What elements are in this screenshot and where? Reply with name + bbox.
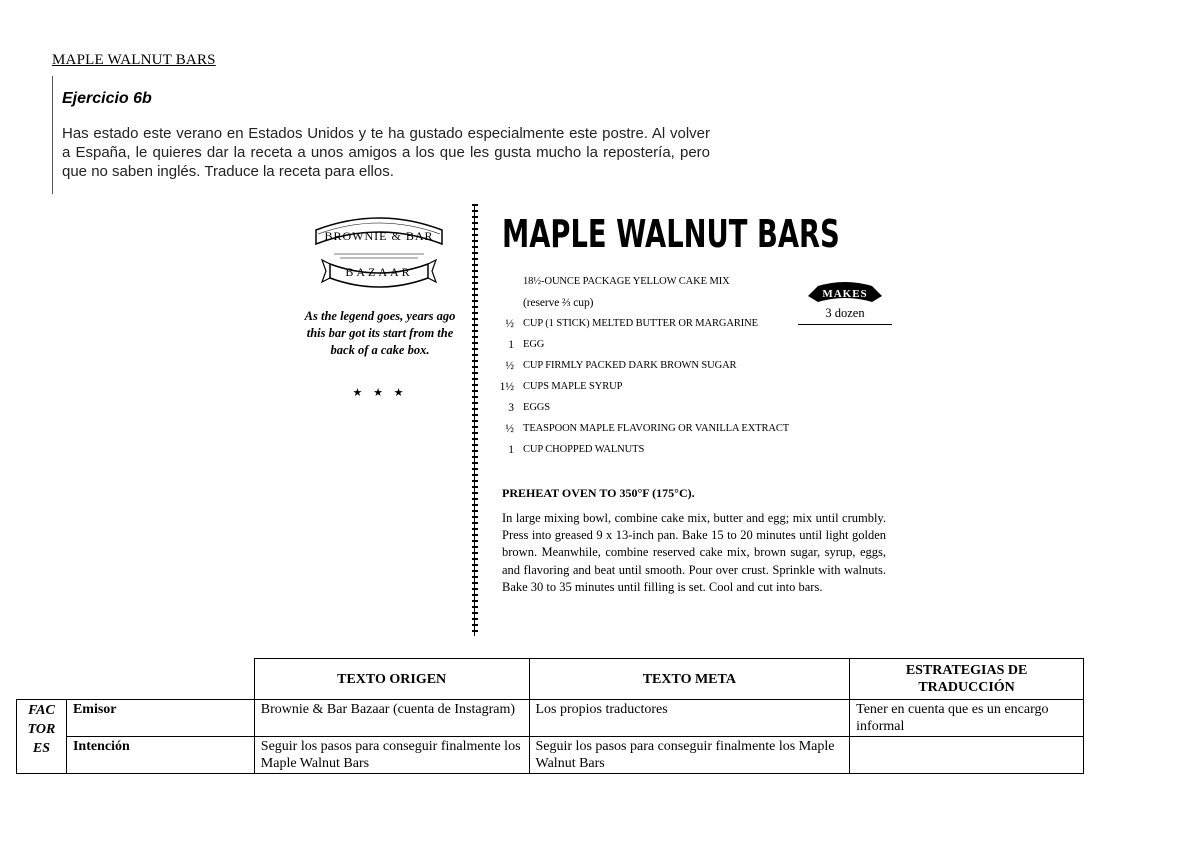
makes-banner — [802, 280, 888, 306]
header-estrategias: ESTRATEGIAS DE TRADUCCIÓN — [850, 659, 1084, 700]
empty-header-cell — [66, 659, 254, 700]
table-row — [17, 737, 1084, 774]
ingredient-row — [486, 339, 806, 360]
exercise-left-rule — [52, 76, 53, 194]
ingredient-qty: ½ — [505, 318, 514, 330]
factores-label: FACTORES — [27, 703, 56, 756]
ingredient-text: EGG — [523, 339, 545, 350]
ingredient-text: CUPS MAPLE SYRUP — [523, 381, 623, 392]
logo-top-text: BROWNIE & BAR — [324, 229, 434, 243]
ingredient-row — [486, 381, 806, 402]
ingredient-row — [486, 423, 806, 444]
ingredient-row — [486, 276, 806, 297]
header-texto-meta: TEXTO META — [529, 659, 850, 700]
cell-meta: Los propios traductores — [529, 700, 850, 737]
cell-origen: Brownie & Bar Bazaar (cuenta de Instagram) — [254, 700, 529, 737]
ingredient-qty: ½ — [505, 360, 514, 372]
cell-meta: Seguir los pasos para conseguir finalmente los Maple Walnut Bars — [529, 737, 850, 774]
logo-bottom-text: BAZAAR — [345, 265, 413, 279]
preheat-instruction: PREHEAT OVEN TO 350°F (175°C). — [502, 486, 695, 500]
ingredient-text: CUP (1 STICK) MELTED BUTTER OR MARGARINE — [523, 318, 758, 329]
ingredient-row — [486, 402, 806, 423]
ingredient-qty: 3 — [508, 402, 514, 414]
dotted-divider — [472, 204, 478, 636]
ingredient-list — [486, 276, 806, 465]
ingredient-row — [486, 444, 806, 465]
makes-badge — [802, 280, 888, 324]
empty-header-cell — [17, 659, 67, 700]
cell-origen: Seguir los pasos para conseguir finalmente los Maple Walnut Bars — [254, 737, 529, 774]
exercise-block — [52, 76, 712, 194]
translation-factors-table — [16, 658, 1084, 774]
recipe-tagline: As the legend goes, years ago this bar got its start from the back of a cake box. — [304, 309, 456, 357]
recipe-directions: In large mixing bowl, combine cake mix, butter and egg; mix until crumbly. Press into greased 9 x 13-inch pan. Bake 15 to 20 minutes until light golden brown. Meanwhile, combine reserved cake mix, brown sugar, syrup, eggs, and flavoring and beat until smooth. Pour over crust. Sprinkle with walnuts. Bake 30 to 35 minutes until filling is set. Cool and cut into bars. — [502, 511, 886, 594]
makes-label-text: MAKES — [822, 288, 868, 300]
row-label-intencion: Intención — [66, 737, 254, 774]
header-texto-origen: TEXTO ORIGEN — [254, 659, 529, 700]
makes-underline — [798, 324, 892, 325]
ingredient-text: TEASPOON MAPLE FLAVORING OR VANILLA EXTRACT — [523, 423, 790, 434]
ingredient-qty: 1 — [508, 444, 514, 456]
ingredient-qty: 1 — [508, 339, 514, 351]
row-label-emisor: Emisor — [66, 700, 254, 737]
ingredient-text: CUP FIRMLY PACKED DARK BROWN SUGAR — [523, 360, 737, 371]
cell-estrategias — [850, 737, 1084, 774]
ingredient-text: (reserve ⅔ cup) — [523, 297, 594, 309]
exercise-instructions: Has estado este verano en Estados Unidos y te ha gustado especialmente este postre. Al volver a España, le quieres dar la receta a unos amigos a los que les gusta mucho la repostería, pero que no saben inglés. Traduce la receta para ellos. — [62, 125, 710, 180]
recipe-title: MAPLE WALNUT BARS — [502, 212, 840, 256]
makes-amount: 3 dozen — [825, 306, 865, 320]
recipe-card — [280, 198, 900, 638]
ingredient-row — [486, 318, 806, 339]
brownie-bar-bazaar-logo — [304, 208, 454, 294]
document-title: MAPLE WALNUT BARS — [52, 52, 216, 68]
ingredient-row — [486, 360, 806, 381]
ingredient-text: CUP CHOPPED WALNUTS — [523, 444, 645, 455]
ingredient-qty: ½ — [505, 423, 514, 435]
table-row — [17, 700, 1084, 737]
cell-estrategias: Tener en cuenta que es un encargo informal — [850, 700, 1084, 737]
ingredient-qty: 1½ — [499, 381, 514, 393]
exercise-heading: Ejercicio 6b — [62, 90, 152, 107]
ingredient-row — [486, 297, 806, 318]
ingredient-text: 18½-OUNCE PACKAGE YELLOW CAKE MIX — [523, 276, 730, 287]
ingredient-text: EGGS — [523, 402, 551, 413]
table-header-row — [17, 659, 1084, 700]
factores-label-cell — [17, 700, 67, 774]
decorative-stars: ★ ★ ★ — [352, 387, 408, 399]
